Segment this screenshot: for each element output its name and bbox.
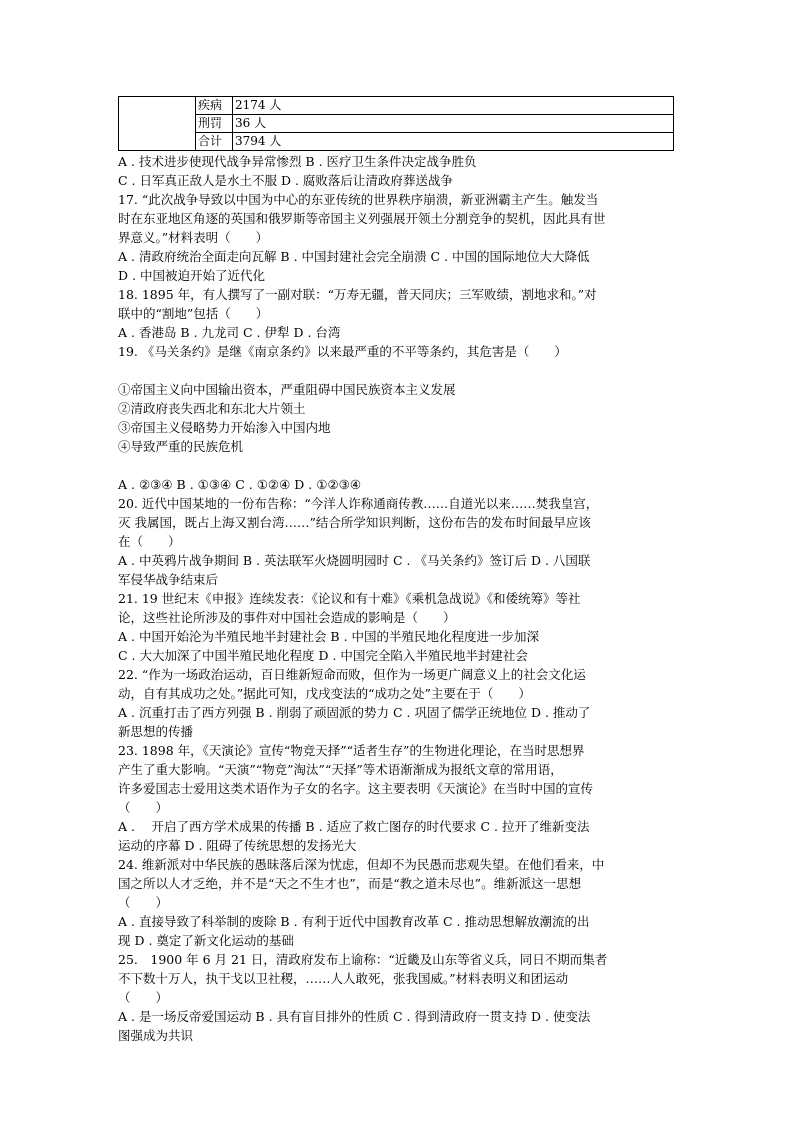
q20-stem: 在（ ） [118, 534, 181, 549]
table-cell-label: 刑罚 [196, 115, 233, 133]
table-row [119, 115, 674, 133]
q17-stem: 界意义。”材料表明（ ） [118, 230, 269, 245]
q25-options: 图强成为共识 [118, 1028, 194, 1043]
q18-stem: 联中的“割地”包括（ ） [118, 306, 269, 321]
q21-options: A . 中国开始沦为半殖民地半封建社会 B . 中国的半殖民地化程度进一步加深 [118, 629, 540, 644]
casualty-table [118, 96, 674, 151]
q19-options: A . ②③④ B . ①③④ C . ①②④ D . ①②③④ [118, 477, 362, 492]
table-row [119, 133, 674, 151]
table-cell-label: 疾病 [196, 97, 233, 115]
spacer [118, 361, 678, 380]
q25-stem: 不下数十万人，执干戈以卫社稷，……人人敢死，张我国威。”材料表明义和团运动 [118, 971, 569, 986]
q19-item: ④导致严重的民族危机 [118, 439, 244, 454]
q22-options: 新思想的传播 [118, 724, 194, 739]
q17-options: A . 清政府统治全面走向瓦解 B . 中国封建社会完全崩溃 C . 中国的国际地位大大降低 [118, 249, 590, 264]
q23-stem: （ ） [118, 800, 169, 815]
q23-stem: 产生了重大影响。“天演”“物竞”淘汰”“天择”等术语渐渐成为报纸文章的常用语， [118, 762, 563, 777]
table-blank-cell [119, 97, 196, 151]
q18-stem: 18. 1895 年，有人撰写了一副对联：“万寿无疆，普天同庆；三军败绩，割地求和。”对 [118, 287, 597, 302]
q18-options: A . 香港岛 B . 九龙司 C . 伊犁 D . 台湾 [118, 325, 341, 340]
q17-stem: 时在东亚地区角逐的英国和俄罗斯等帝国主义列强展开领土分割竞争的契机，因此具有世 [118, 211, 606, 226]
q23-stem: 23. 1898 年，《天演论》宣传“物竞天择”“适者生存”的生物进化理论，在当时思想界 [118, 743, 585, 758]
table-row [119, 97, 674, 115]
q20-options: 军侵华战争结束后 [118, 572, 219, 587]
q25-options: A . 是一场反帝爱国运动 B . 具有盲目排外的性质 C . 得到清政府一贯支持 D . 使变法 [118, 1009, 591, 1024]
q19-stem: 19. 《马关条约》是继《南京条约》以来最严重的不平等条约，其危害是（ ） [118, 344, 567, 359]
table-cell-value: 2174 人 [233, 97, 674, 115]
q20-stem: 20. 近代中国某地的一份布告称：“今洋人诈称通商传教……自道光以来……焚我皇宫， [118, 496, 599, 511]
q16-options: C . 日军真正敌人是水土不服 D . 腐败落后让清政府葬送战争 [118, 173, 453, 188]
q17-stem: 17. “此次战争导致以中国为中心的东亚传统的世界秩序崩溃，新亚洲霸主产生。触发当 [118, 192, 599, 207]
q23-options: A . 开启了西方学术成果的传播 B . 适应了救亡图存的时代要求 C . 拉开了维新变法 [118, 819, 590, 834]
q16-options: A . 技术进步使现代战争异常惨烈 B . 医疗卫生条件决定战争胜负 [118, 154, 477, 169]
table-cell-label: 合计 [196, 133, 233, 151]
q23-stem: 许多爱国志士爱用这类术语作为子女的名字。这主要表明《天演论》在当时中国的宣传 [118, 781, 594, 796]
q21-stem: 论，这些社论所涉及的事件对中国社会造成的影响是（ ） [118, 610, 456, 625]
q24-stem: 24. 维新派对中华民族的愚昧落后深为忧虑，但却不为民愚而悲观失望。在他们看来，中 [118, 857, 605, 872]
q20-stem: 灭 我属国，既占上海又割台湾……”结合所学知识判断，这份布告的发布时间最早应该 [118, 515, 591, 530]
q22-options: A . 沉重打击了西方列强 B . 削弱了顽固派的势力 C . 巩固了儒学正统地位 D . 推动了 [118, 705, 591, 720]
q19-item: ③帝国主义侵略势力开始渗入中国内地 [118, 420, 331, 435]
q21-stem: 21. 19 世纪末《申报》连续发表：《论议和有十难》《乘机急战说》《和倭统筹》等社 [118, 591, 581, 606]
q23-options: 运动的序幕 D . 阻碍了传统思想的发扬光大 [118, 838, 357, 853]
q19-item: ①帝国主义向中国输出资本，严重阻碍中国民族资本主义发展 [118, 382, 456, 397]
q19-item: ②清政府丧失西北和东北大片领土 [118, 401, 306, 416]
q20-options: A . 中英鸦片战争期间 B . 英法联军火烧圆明园时 C . 《马关条约》签订后 D . 八国联 [118, 553, 591, 568]
q24-options: A . 直接导致了科举制的废除 B . 有利于近代中国教育改革 C . 推动思想解放潮流的出 [118, 914, 590, 929]
q22-stem: 动，自有其成功之处。”据此可知，戊戌变法的“成功之处”主要在于（ ） [118, 686, 531, 701]
table-cell-value: 3794 人 [233, 133, 674, 151]
q24-stem: （ ） [118, 895, 169, 910]
q24-stem: 国之所以人才乏绝，并不是“天之不生才也”，而是“教之道未尽也”。维新派这一思想 [118, 876, 582, 891]
spacer [118, 456, 678, 475]
q21-options: C . 大大加深了中国半殖民地化程度 D . 中国完全陷入半殖民地半封建社会 [118, 648, 528, 663]
q17-options: D . 中国被迫开始了近代化 [118, 268, 265, 283]
q24-options: 现 D . 奠定了新文化运动的基础 [118, 933, 294, 948]
table-cell-value: 36 人 [233, 115, 674, 133]
q25-stem: （ ） [118, 990, 169, 1005]
q25-stem: 25. 1900 年 6 月 21 日，清政府发布上谕称：“近畿及山东等省义兵，同日不期而集者 [118, 952, 608, 967]
q22-stem: 22. “作为一场政治运动，百日维新短命而败，但作为一场更广阔意义上的社会文化运 [118, 667, 586, 682]
question-list [118, 152, 678, 1045]
exam-page [118, 96, 678, 1045]
